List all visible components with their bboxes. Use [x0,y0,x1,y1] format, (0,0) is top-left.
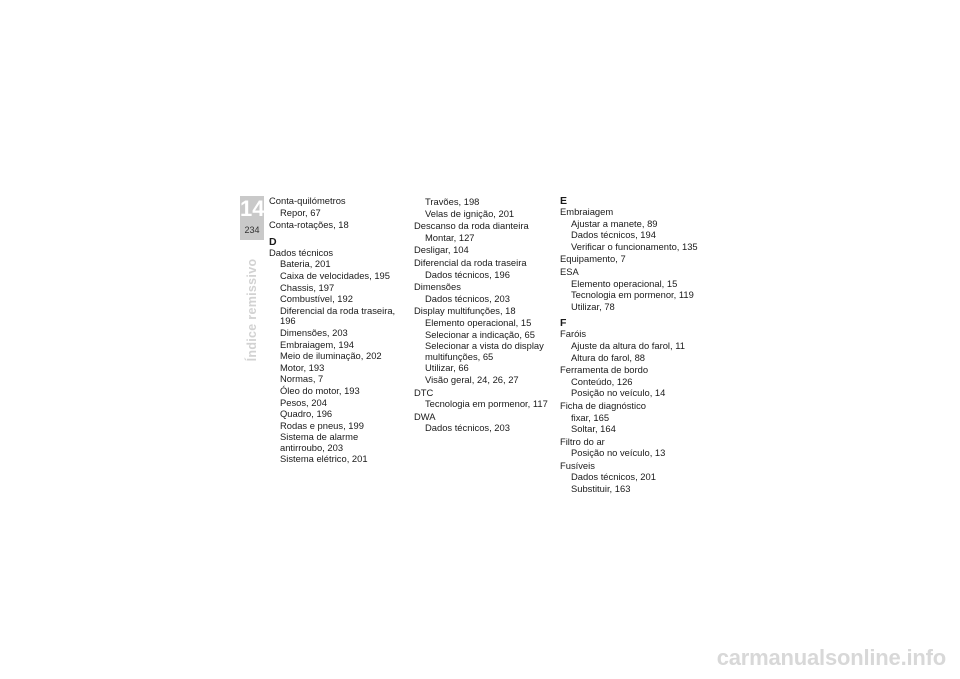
index-term: Ficha de diagnóstico [560,399,646,411]
index-subentry: Sistema elétrico, 201 [280,453,368,465]
index-entry [414,412,554,434]
index-term: Display multifunções, 18 [414,305,516,317]
index-term: DTC [414,386,434,398]
index-term: Fusíveis [560,459,595,471]
index-column-1 [269,196,399,467]
index-letter-heading: F [560,317,567,330]
index-subentry: Elemento operacional, 15 [425,316,532,328]
index-term: Diferencial da roda traseira [414,256,527,268]
index-subentry: Posição no veículo, 14 [571,387,666,399]
index-subentry: Tecnologia em pormenor, 117 [425,398,548,410]
index-subentry: Velas de ignição, 201 [425,207,515,219]
index-entry [560,401,710,435]
index-subentry: Selecionar a indicação, 65 [425,328,535,340]
index-subentry: Motor, 193 [280,361,325,373]
index-subentry: Dados técnicos, 196 [425,268,510,280]
index-entry [414,245,554,256]
chapter-tab [240,196,264,240]
index-entry [414,388,554,410]
index-subentry: Tecnologia em pormenor, 119 [571,289,694,301]
index-entry [414,197,554,219]
index-subentry: Combustível, 192 [280,293,353,305]
index-term: Dados técnicos [269,246,334,258]
index-entry [269,196,399,218]
index-subentry: Chassis, 197 [280,281,335,293]
index-subentry: Conteúdo, 126 [571,375,633,387]
index-subentry: Montar, 127 [425,231,475,243]
index-subentry: Quadro, 196 [280,408,333,420]
index-subentry: Substituir, 163 [571,483,631,495]
index-entry [560,365,710,399]
index-subentry: Dados técnicos, 194 [571,229,656,241]
index-subentry: fixar, 165 [571,411,610,423]
index-entry [560,437,710,459]
index-subentry: Ajustar a manete, 89 [571,217,658,229]
index-term: Embraiagem [560,206,614,217]
index-entry [414,306,554,385]
index-subentry: Elemento operacional, 15 [571,277,678,289]
index-subentry: Caixa de velocidades, 195 [280,269,390,281]
index-subentry: Posição no veículo, 13 [571,447,666,459]
index-term: Ferramenta de bordo [560,364,649,376]
index-subentry: Pesos, 204 [280,396,327,408]
index-term: Faróis [560,328,587,340]
index-entry [269,220,399,231]
index-term: Descanso da roda dianteira [414,220,529,232]
index-subentry: Sistema de alarme antirroubo, 203 [280,431,359,453]
index-entry [560,267,710,312]
index-letter-heading: D [269,235,277,248]
index-subentry: Altura do farol, 88 [571,351,646,363]
index-subentry: Selecionar a vista do display multifunções, 65 [425,340,544,362]
index-subentry: Dimensões, 203 [280,326,348,338]
index-subentry: Utilizar, 66 [425,362,469,374]
index-subentry: Normas, 7 [280,373,324,385]
index-entry [560,254,710,265]
index-term: Conta-quilómetros [269,195,346,206]
index-subentry: Soltar, 164 [571,423,616,435]
index-entry [414,282,554,304]
index-term: Equipamento, 7 [560,253,626,265]
index-entry [269,248,399,465]
index-entry [414,258,554,280]
index-subentry: Bateria, 201 [280,258,331,270]
index-term: DWA [414,410,436,422]
index-term: Conta-rotações, 18 [269,219,349,231]
watermark: carmanualsonline.info [716,645,946,670]
index-subentry: Diferencial da roda traseira, 196 [280,304,396,327]
index-term: ESA [560,265,579,277]
index-subentry: Verificar o funcionamento, 135 [571,240,698,252]
index-subentry: Embraiagem, 194 [280,338,354,350]
index-subentry: Óleo do motor, 193 [280,384,360,396]
index-subentry: Travões, 198 [425,196,480,207]
index-column-2 [414,196,554,436]
page-number: 234 [244,225,260,235]
index-column-3 [560,196,710,497]
index-term: Filtro do ar [560,435,605,447]
index-subentry: Utilizar, 78 [571,300,615,312]
index-entry [560,329,710,363]
index-letter-heading: E [560,195,568,207]
index-entry [560,207,710,252]
index-entry [414,221,554,243]
index-subentry: Ajuste da altura do farol, 11 [571,339,685,351]
index-term: Desligar, 104 [414,244,469,256]
section-title: Índice remissivo [245,258,259,362]
chapter-number: 14 [240,196,265,221]
index-subentry: Repor, 67 [280,206,321,218]
index-subentry: Dados técnicos, 203 [425,292,510,304]
index-term: Dimensões [414,281,461,293]
index-subentry: Dados técnicos, 201 [571,471,656,483]
index-entry [560,461,710,495]
index-subentry: Dados técnicos, 203 [425,422,510,434]
index-subentry: Meio de iluminação, 202 [280,350,382,362]
index-subentry: Visão geral, 24, 26, 27 [425,373,519,385]
index-subentry: Rodas e pneus, 199 [280,419,364,431]
